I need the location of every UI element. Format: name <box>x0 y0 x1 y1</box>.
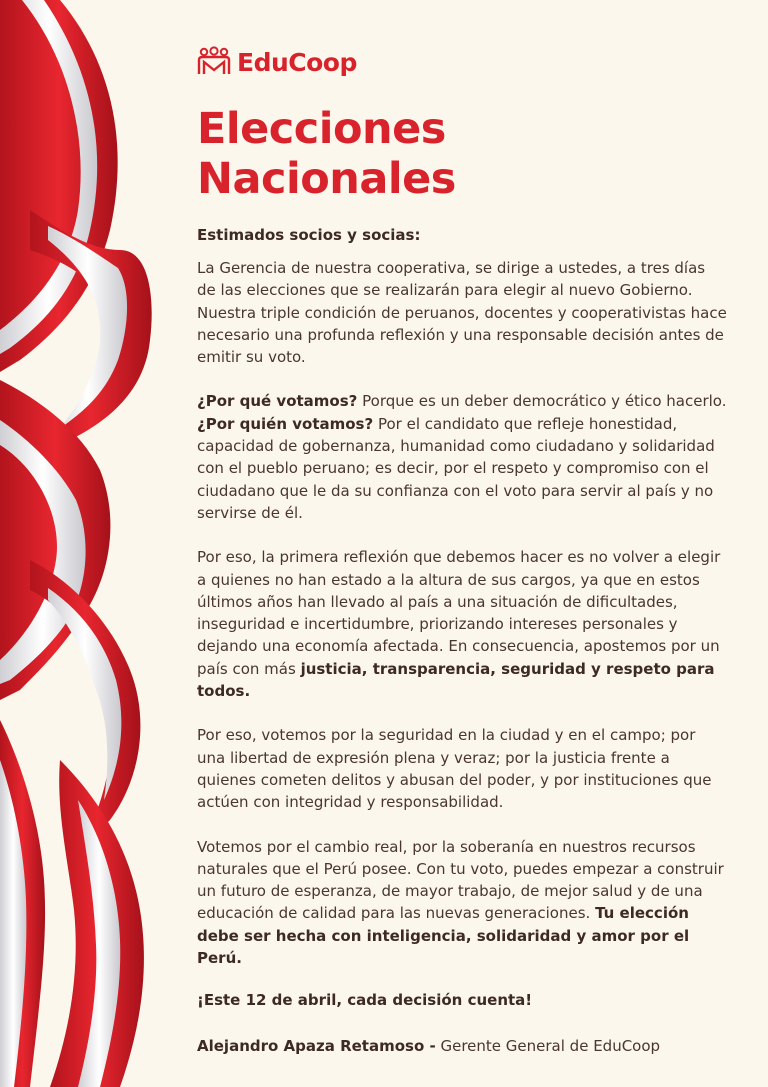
signature-name: Alejandro Apaza Retamoso - <box>197 1037 436 1056</box>
educoop-logo <box>197 42 727 82</box>
title-line-2: Nacionales <box>197 154 456 204</box>
paragraph-1: La Gerencia de nuestra cooperativa, se dirige a ustedes, a tres días de las elecciones que se realizarán para elegir al nuevo Gobierno. Nuestra triple condición de peruanos, docentes y cooperativistas hace necesario una profunda reflexión y una responsable decisión antes de emitir su voto. <box>197 259 727 367</box>
peru-flag-ribbon <box>0 0 200 1087</box>
greeting: Estimados socios y socias: <box>197 226 421 244</box>
paragraph-4: Por eso, votemos por la seguridad en la ciudad y en el campo; por una libertad de expresión plena y veraz; por la justicia frente a quienes cometen delitos y abusan del poder, y por instituciones que actúen con integridad y responsabilidad. <box>197 726 712 812</box>
paragraph-3-emphasis: justicia, transparencia, seguridad y respeto para todos. <box>197 659 715 701</box>
question-1: ¿Por qué votamos? <box>197 392 358 411</box>
paragraph-5 <box>197 836 727 970</box>
page-title <box>197 104 727 204</box>
answer-1: Porque es un deber democrático y ético hacerlo. <box>357 392 727 411</box>
closing-line: ¡Este 12 de abril, cada decisión cuenta! <box>197 991 533 1010</box>
signature <box>197 1037 727 1055</box>
question-2: ¿Por quién votamos? <box>197 414 374 433</box>
people-group-icon <box>197 46 231 78</box>
paragraph-3 <box>197 546 727 702</box>
signature-role: Gerente General de EduCoop <box>435 1037 661 1056</box>
logo-text: EduCoop <box>237 47 357 77</box>
letter-content <box>197 42 727 1055</box>
answer-2: Por el candidato que refleje honestidad, capacidad de gobernanza, humanidad como ciudadano y solidaridad con el pueblo peruano; es decir, por el respeto y compromiso con el ciudadano que le da su confianza con el voto para servir al país y no servirse de él. <box>197 414 715 522</box>
paragraph-5-emphasis: Tu elección debe ser hecha con inteligencia, solidaridad y amor por el Perú. <box>197 904 690 968</box>
paragraph-5-text: Votemos por el cambio real, por la soberanía en nuestros recursos naturales que el Perú posee. Con tu voto, puedes empezar a construir un futuro de esperanza, de mayor trabajo, de mejor salud y de una educación de calidad para las nuevas generaciones. <box>197 837 724 923</box>
paragraph-2 <box>197 390 727 524</box>
title-line-1: Elecciones <box>197 104 446 154</box>
paragraph-3-text: Por eso, la primera reflexión que debemos hacer es no volver a elegir a quienes no han estado a la altura de sus cargos, ya que en estos últimos años han llevado al país a una situación de dificultades, inseguridad e incertidumbre, priorizando intereses personales y dejando una economía afectada. En consecuencia, apostemos por un país con más <box>197 548 721 678</box>
